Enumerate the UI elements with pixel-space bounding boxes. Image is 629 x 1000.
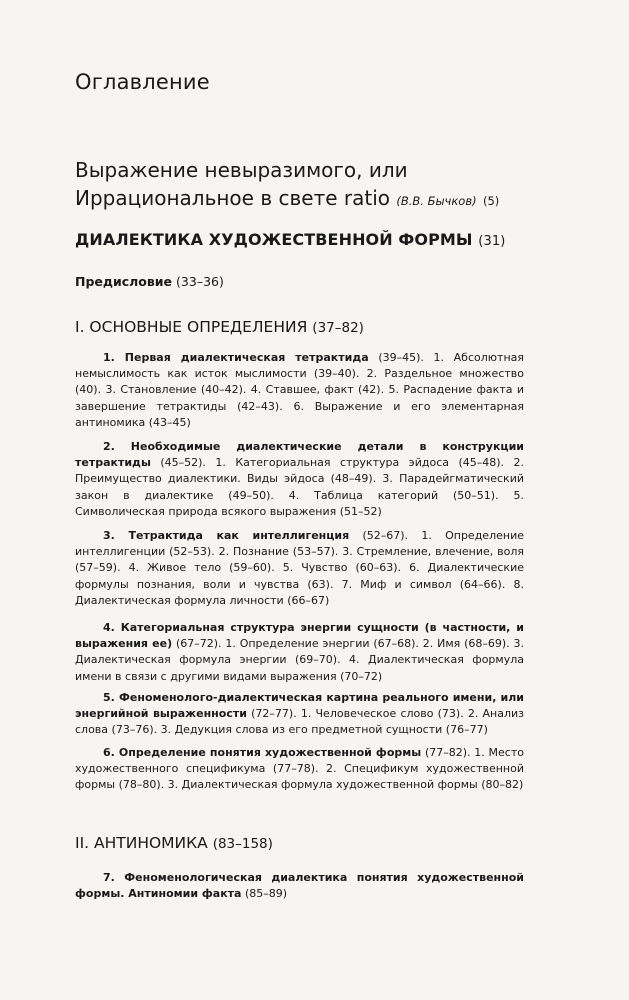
part-heading xyxy=(75,230,505,249)
preface-entry xyxy=(75,274,224,289)
chapter-title: 6. Определение понятия художественной формы xyxy=(103,746,422,759)
chapter-entry-2 xyxy=(75,439,524,520)
preface-pages: (33–36) xyxy=(176,274,224,289)
part-pages: (31) xyxy=(478,234,506,249)
intro-entry xyxy=(75,156,575,215)
chapter-entry-5 xyxy=(75,690,524,739)
chapter-text: (45–52). 1. Категориальная структура эйдоса (45–48). 2. Преимущество диалектики. Виды эйдоса (48–49). 3. Парадейгматический закон в диалектике (49–50). 4. Таблица категорий (50–51). 5. Символическая природа всякого выражения (51–52) xyxy=(75,456,524,518)
chapter-entry-7 xyxy=(75,870,524,902)
chapter-text: (39–45). 1. Абсолютная немыслимость как исток мыслимости (39–40). 2. Раздельное множество (40). 3. Становление (40–42). 4. Ставшее, факт (42). 5. Распадение факта и завершение тетрактиды (42–43). 6. Выражение и его элементарная антиномика (43–45) xyxy=(75,351,524,429)
chapter-text: (72–77). 1. Человеческое слово (73). 2. Анализ слова (73–76). 3. Дедукция слова из его предметной сущности (76–77) xyxy=(75,707,525,737)
chapter-text: (52–67). 1. Определение интеллигенции (52–53). 2. Познание (53–57). 3. Стремление, влечение, воля (57–59). 4. Живое тело (59–60). 5. Чувство (60–63). 6. Диалектические формулы познания, воли и чувства (63). 7. Миф и символ (64–66). 8. Диалектическая формула личности (66–67) xyxy=(75,529,524,607)
chapter-title: 4. Категориальная структура энергии сущности (в частности, и выражения ее) xyxy=(75,621,524,651)
intro-line-1: Выражение невыразимого, или xyxy=(75,158,408,182)
chapter-entry-4 xyxy=(75,620,524,685)
section-2-pages: (83–158) xyxy=(212,836,273,852)
section-1-heading xyxy=(75,318,364,336)
chapter-title: 3. Тетрактида как интеллигенция xyxy=(103,529,350,542)
intro-author: (В.В. Бычков) xyxy=(396,194,477,208)
intro-line-2: Иррациональное в свете ratio xyxy=(75,186,390,210)
section-1-pages: (37–82) xyxy=(312,320,364,336)
chapter-text: (85–89) xyxy=(244,887,288,901)
section-2-title: II. АНТИНОМИКА xyxy=(75,834,208,852)
intro-pages: (5) xyxy=(482,194,500,208)
section-1-title: I. ОСНОВНЫЕ ОПРЕДЕЛЕНИЯ xyxy=(75,318,308,336)
chapter-entry-1 xyxy=(75,350,524,431)
chapter-title: 2. Необходимые диалектические детали в конструкции тетрактиды xyxy=(75,440,524,470)
page-title: Оглавление xyxy=(75,70,210,94)
chapter-entry-3 xyxy=(75,528,524,609)
chapter-entry-6 xyxy=(75,745,524,794)
chapter-title: 1. Первая диалектическая тетрактида xyxy=(103,351,369,364)
chapter-text: (77–82). 1. Место художественного спецификума (77–78). 2. Спецификум художественной формы (78–80). 3. Диалектическая формула художественной формы (80–82) xyxy=(75,746,524,792)
section-2-heading xyxy=(75,834,273,852)
chapter-text: (67–72). 1. Определение энергии (67–68). 2. Имя (68–69). 3. Диалектическая формула энергии (69–70). 4. Диалектическая формула имени в связи с другими видами выражения (70–72) xyxy=(75,637,524,683)
chapter-title: 5. Феноменолого-диалектическая картина реального имени, или энергийной выраженности xyxy=(75,691,524,721)
part-title: ДИАЛЕКТИКА ХУДОЖЕСТВЕННОЙ ФОРМЫ xyxy=(75,230,473,249)
chapter-title: 7. Феноменологическая диалектика понятия художественной формы. Антиномии факта xyxy=(75,871,524,901)
preface-title: Предисловие xyxy=(75,274,173,289)
